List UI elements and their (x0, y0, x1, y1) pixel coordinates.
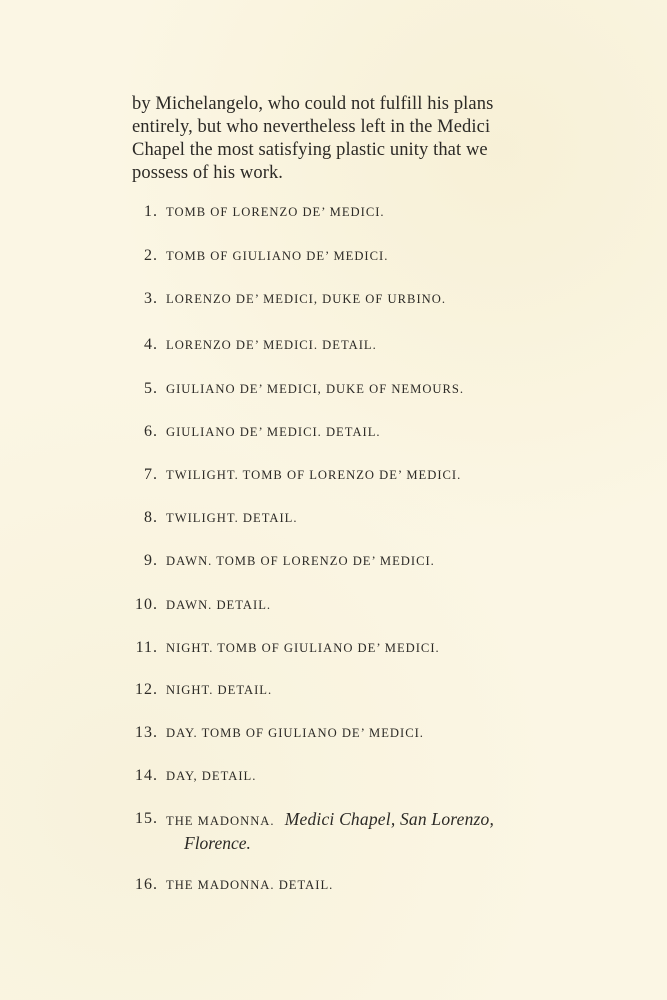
plate-item (0, 464, 667, 486)
plate-caption: TWILIGHT. DETAIL. (166, 511, 298, 525)
plate-number: 8. (144, 509, 158, 526)
plate-item (0, 507, 667, 529)
plate-caption: LORENZO DE’ MEDICI, DUKE OF URBINO. (166, 292, 446, 306)
plate-number: 7. (144, 466, 158, 483)
plate-caption: THE MADONNA. DETAIL. (166, 878, 334, 892)
plate-caption: DAY, DETAIL. (166, 769, 257, 783)
plate-item (0, 874, 667, 896)
plate-number: 2. (144, 247, 158, 264)
plate-caption: NIGHT. DETAIL. (166, 683, 273, 697)
plate-caption: GIULIANO DE’ MEDICI, DUKE OF NEMOURS. (166, 382, 465, 396)
plate-caption (166, 808, 494, 832)
plate-item (0, 808, 667, 853)
plate-caption: NIGHT. TOMB OF GIULIANO DE’ MEDICI. (166, 641, 440, 655)
plate-item (0, 637, 667, 659)
plate-item (0, 550, 667, 572)
plate-caption: TOMB OF LORENZO DE’ MEDICI. (166, 205, 385, 219)
plate-number: 14. (135, 767, 158, 784)
intro-line: possess of his work. (132, 163, 284, 183)
plate-caption: LORENZO DE’ MEDICI. DETAIL. (166, 338, 377, 352)
plate-number: 10. (135, 596, 158, 613)
plate-number: 6. (144, 423, 158, 440)
plate-number: 16. (135, 876, 158, 893)
plate-item (0, 201, 667, 223)
plate-number: 5. (144, 380, 158, 397)
plate-number: 15. (135, 810, 158, 827)
plate-number: 13. (135, 724, 158, 741)
plate-item (0, 722, 667, 744)
plate-item (0, 594, 667, 616)
plate-number: 11. (135, 639, 158, 656)
plate-item (0, 245, 667, 267)
plate-location: Medici Chapel, San Lorenzo, (284, 809, 495, 829)
plate-caption: DAWN. DETAIL. (166, 598, 272, 612)
plate-caption: DAWN. TOMB OF LORENZO DE’ MEDICI. (166, 554, 435, 568)
intro-line: entirely, but who nevertheless left in the Medici (132, 117, 491, 137)
plate-caption: GIULIANO DE’ MEDICI. DETAIL. (166, 425, 381, 439)
plate-title: THE MADONNA. (166, 814, 275, 828)
plate-location-continued: Florence. (184, 833, 251, 853)
plate-number: 12. (135, 681, 158, 698)
intro-line: Chapel the most satisfying plastic unity that we (132, 140, 488, 160)
plate-item (0, 765, 667, 787)
plate-item (0, 378, 667, 400)
plate-number: 4. (144, 336, 158, 353)
intro-line: by Michelangelo, who could not fulfill his plans (132, 94, 494, 114)
plate-caption: TOMB OF GIULIANO DE’ MEDICI. (166, 249, 389, 263)
plate-item (0, 334, 667, 356)
plate-number: 9. (144, 552, 158, 569)
plate-item (0, 288, 667, 310)
plate-item (0, 421, 667, 443)
plate-number: 3. (144, 290, 158, 307)
plate-item (0, 679, 667, 701)
plate-caption: DAY. TOMB OF GIULIANO DE’ MEDICI. (166, 726, 424, 740)
plate-number: 1. (144, 203, 158, 220)
plate-caption: TWILIGHT. TOMB OF LORENZO DE’ MEDICI. (166, 468, 462, 482)
